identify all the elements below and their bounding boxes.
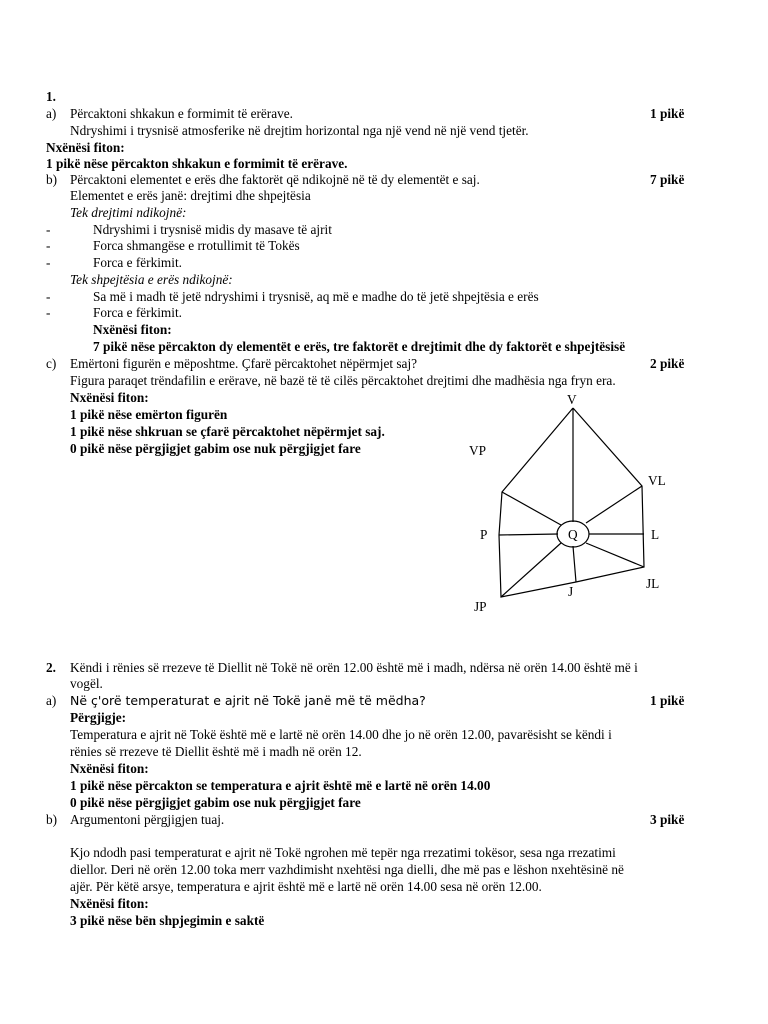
label-j: J [568,584,574,599]
q1c-question: Emërtoni figurën e mëposhtme. Çfarë përcaktohet nëpërmjet saj? [70,356,418,371]
q1b-speed-factor: Forca e fërkimit. [93,305,182,320]
question-1-number: 1. [46,89,56,104]
q1c-points: 2 pikë [650,356,685,371]
q1a-question: Përcaktoni shkakun e formimit të erërave. [70,106,294,121]
q2a-scoring-line: 1 pikë nëse përcakton se temperatura e ajrit është më e lartë në orën 14.00 [70,778,491,793]
q1b-question: Përcaktoni elementet e erës dhe faktorët që ndikojnë në të dy elementët e saj. [70,172,480,187]
wind-rose-figure [462,388,682,618]
q1c-scoring-line: 1 pikë nëse shkruan se çfarë përcaktohet nëpërmjet saj. [70,424,385,439]
q2-intro: vogël. [70,676,103,691]
bullet-dash: - [46,222,51,237]
q1c-answer: Figura paraqet trëndafilin e erërave, në bazë të të cilës përcaktohet drejtimi dhe madhësia nga fryn era. [70,373,616,388]
bullet-dash: - [46,305,51,320]
q1c-scoring-title: Nxënësi fiton: [70,390,149,405]
q1b-speed-heading: Tek shpejtësia e erës ndikojnë: [70,272,233,287]
q1a-letter: a) [46,106,57,121]
q1b-direction-heading: Tek drejtimi ndikojnë: [70,205,187,220]
q1a-answer: Ndryshimi i trysnisë atmosferike në drejtim horizontal nga një vend në një vend tjetër. [70,123,529,138]
label-vl: VL [648,473,666,488]
question-2-number: 2. [46,660,56,675]
q1a-scoring-line: 1 pikë nëse përcakton shkakun e formimit të erërave. [46,156,348,171]
q2b-points: 3 pikë [650,812,685,827]
q2a-points: 1 pikë [650,693,685,708]
q1c-scoring-line: 0 pikë nëse përgjigjet gabim ose nuk përgjigjet fare [70,441,361,456]
q1b-points: 7 pikë [650,172,685,187]
label-l: L [651,527,660,542]
bullet-dash: - [46,255,51,270]
q2b-scoring-line: 3 pikë nëse bën shpjegimin e saktë [70,913,265,928]
q1b-direction-factor: Forca shmangëse e rrotullimit të Tokës [93,238,300,253]
q2b-answer: Kjo ndodh pasi temperaturat e ajrit në Tokë ngrohen më tepër nga rrezatimi tokësor, sesa nga rrezatimi [70,845,616,860]
q1b-speed-factor: Sa më i madh të jetë ndryshimi i trysnisë, aq më e madhe do të jetë shpejtësia e erës [93,289,539,304]
q2a-letter: a) [46,693,57,708]
rose-spoke-ne [586,486,642,523]
bullet-dash: - [46,289,51,304]
bullet-dash: - [46,238,51,253]
label-p: P [480,527,488,542]
rose-spoke-nw [502,492,561,525]
q2a-scoring-title: Nxënësi fiton: [70,761,149,776]
label-q: Q [568,527,578,542]
q2a-answer: Temperatura e ajrit në Tokë është më e lartë në orën 14.00 dhe jo në orën 12.00, pavarësisht se këndi i [70,727,612,742]
label-jp: JP [474,599,487,614]
q1b-elements: Elementet e erës janë: drejtimi dhe shpejtësia [70,188,311,203]
q1a-scoring-title: Nxënësi fiton: [46,140,125,155]
q2b-letter: b) [46,812,58,827]
q1c-scoring-line: 1 pikë nëse emërton figurën [70,407,228,422]
q2a-answer-title: Përgjigje: [70,710,127,725]
label-vp: VP [469,443,486,458]
q2-intro: Këndi i rënies së rrezeve të Diellit në Tokë në orën 12.00 është më i madh, ndërsa në orën 14.00 është më i [70,660,638,675]
label-jl: JL [646,576,660,591]
q2b-answer: ajër. Për këtë arsye, temperatura e ajrit është më e lartë në orën 14.00 sesa në orën 12.00. [70,879,542,894]
q2b-scoring-title: Nxënësi fiton: [70,896,149,911]
q2a-question: Në ç'orë temperaturat e ajrit në Tokë janë më të mëdha? [70,693,426,708]
q1c-letter: c) [46,356,57,371]
rose-spoke-s [573,546,576,582]
q2a-scoring-line: 0 pikë nëse përgjigjet gabim ose nuk përgjigjet fare [70,795,361,810]
label-v: V [567,392,577,407]
q2a-answer: rënies së rrezeve të Diellit është më i madh në orën 12. [70,744,362,759]
q1a-points: 1 pikë [650,106,685,121]
rose-spoke-w [499,534,558,535]
q2b-answer: diellor. Deri në orën 12.00 toka merr vazhdimisht nxehtësi nga dielli, dhe më pas e lëshon nxehtësinë në [70,862,624,877]
q2b-question: Argumentoni përgjigjen tuaj. [70,812,225,827]
q1b-scoring-title: Nxënësi fiton: [93,322,172,337]
q1b-letter: b) [46,172,58,187]
q1b-direction-factor: Forca e fërkimit. [93,255,182,270]
q1b-direction-factor: Ndryshimi i trysnisë midis dy masave të ajrit [93,222,332,237]
rose-spoke-se [586,543,644,567]
q1b-scoring-line: 7 pikë nëse përcakton dy elementët e erës, tre faktorët e drejtimit dhe dy faktorët e shpejtësisë [93,339,626,354]
rose-spoke-sw [501,543,561,597]
